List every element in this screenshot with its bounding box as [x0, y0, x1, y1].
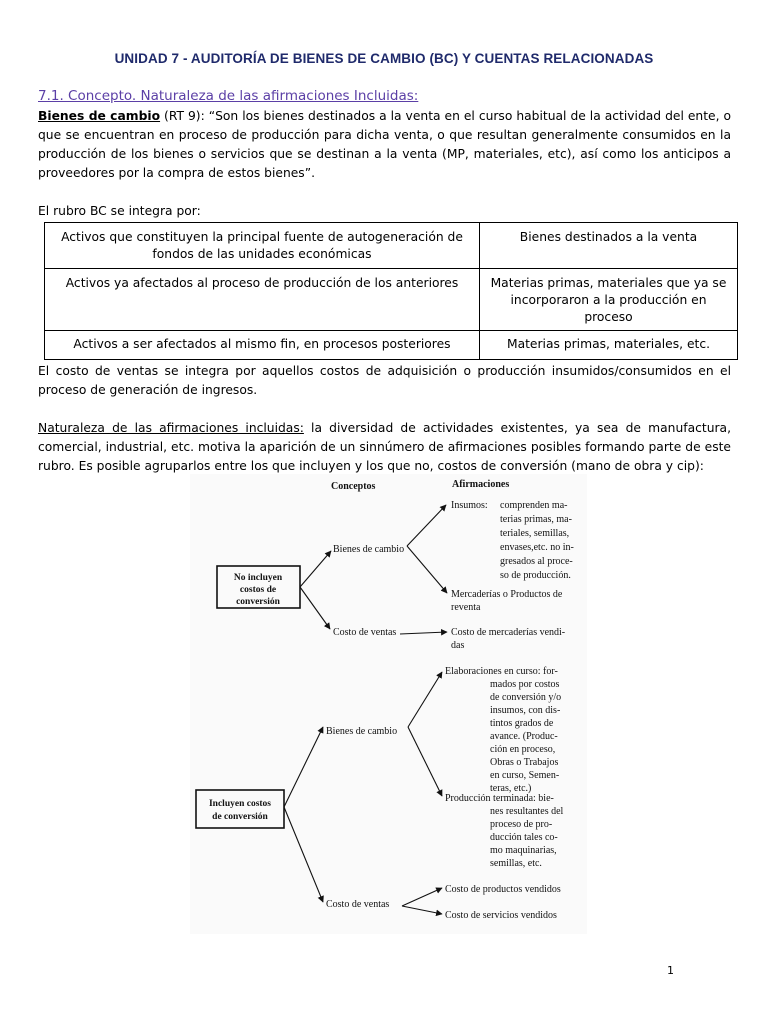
header-concepts: Conceptos [331, 481, 376, 492]
produccion-line: Producción terminada: bie- [445, 793, 554, 804]
costo-mercaderias-line: das [451, 640, 465, 651]
table-cell: Activos a ser afectados al mismo fin, en procesos posteriores [45, 331, 480, 360]
nature-paragraph [38, 419, 731, 476]
table-cell: Materias primas, materiales, etc. [480, 331, 738, 360]
productos-vendidos: Costo de productos vendidos [445, 884, 561, 895]
elaboraciones-line: tintos grados de [490, 718, 554, 729]
cost-of-sales-paragraph: El costo de ventas se integra por aquellos costos de adquisición o producción insumidos/consumidos en el proceso de generación de ingresos. [38, 364, 731, 397]
box-incluyen-line: de conversión [212, 812, 268, 822]
document-title: UNIDAD 7 - AUDITORÍA DE BIENES DE CAMBIO (BC) Y CUENTAS RELACIONADAS [114, 51, 654, 66]
elaboraciones-line: en curso, Semen- [490, 770, 560, 781]
insumos-line: teriales, semillas, [500, 528, 570, 539]
page-number: 1 [667, 964, 674, 977]
bc-composition-table [44, 222, 738, 360]
table-row [45, 331, 738, 360]
table-cell: Activos ya afectados al proceso de producción de los anteriores [45, 269, 480, 331]
table-cell: Bienes destinados a la venta [480, 223, 738, 269]
produccion-line: nes resultantes del [490, 806, 564, 817]
table-row [45, 269, 738, 331]
servicios-vendidos: Costo de servicios vendidos [445, 910, 557, 921]
insumos-line: terias primas, ma- [500, 514, 572, 525]
nature-label: Naturaleza de las afirmaciones incluidas: [38, 421, 304, 435]
produccion-line: proceso de pro- [490, 819, 553, 830]
mercaderias-line: reventa [451, 602, 481, 613]
definition-term: Bienes de cambio [38, 109, 161, 123]
insumos-line: comprenden ma- [500, 500, 568, 511]
elaboraciones-line: Obras o Trabajos [490, 757, 559, 768]
elaboraciones-line: ción en proceso, [490, 744, 556, 755]
produccion-line: mo maquinarias, [490, 845, 557, 856]
insumos-line: so de producción. [500, 570, 571, 581]
top-costo-de-ventas: Costo de ventas [333, 627, 397, 638]
box-no-incluyen-line: costos de [239, 585, 277, 595]
insumos-line: gresados al proce- [500, 556, 573, 567]
table-cell: Activos que constituyen la principal fuente de autogeneración de fondos de las unidades económicas [45, 223, 480, 269]
insumos-label: Insumos: [451, 500, 488, 511]
elaboraciones-line: Elaboraciones en curso: for- [445, 666, 558, 677]
elaboraciones-line: insumos, con dis- [490, 705, 561, 716]
elaboraciones-line: de conversión y/o [490, 692, 562, 703]
header-assertions: Afirmaciones [452, 479, 510, 490]
nature-text: la diversidad de actividades existentes, ya sea de manufactura, comercial, industrial, etc. motiva la aparición de un sinnúmero de afirmaciones posibles formando parte de este rubro. Es posible agruparlos entre los que incluyen y los que no, costos de conversión (mano de obra y cip): [38, 421, 731, 473]
assertions-diagram-svg [190, 474, 587, 934]
assertions-diagram [190, 474, 587, 934]
table-cell: Materias primas, materiales que ya se incorporaron a la producción en proceso [480, 269, 738, 331]
box-no-incluyen-line: conversión [236, 597, 280, 607]
table-row [45, 223, 738, 269]
definition-paragraph [38, 107, 731, 183]
bottom-costo-de-ventas: Costo de ventas [326, 899, 390, 910]
section-heading: 7.1. Concepto. Naturaleza de las afirmaciones Incluidas: [38, 88, 419, 104]
costo-mercaderias-line: Costo de mercaderías vendi- [451, 627, 566, 638]
definition-text: (RT 9): “Son los bienes destinados a la venta en el curso habitual de la actividad del ente, o que se encuentran en proceso de producción para dicha venta, o que resultan generalmente consumidos en la producción de los bienes o servicios que se destinan a la venta (MP, materiales, etc), así como los anticipos a proveedores por la compra de estos bienes”. [38, 109, 731, 180]
top-bienes-de-cambio: Bienes de cambio [333, 544, 405, 555]
box-no-incluyen-line: No incluyen [233, 573, 283, 583]
bottom-bienes-de-cambio: Bienes de cambio [326, 726, 398, 737]
table-intro: El rubro BC se integra por: [38, 204, 201, 218]
produccion-line: semillas, etc. [490, 858, 542, 869]
elaboraciones-line: mados por costos [490, 679, 560, 690]
box-incluyen-line: Incluyen costos [208, 799, 272, 809]
elaboraciones-line: avance. (Produc- [490, 731, 558, 742]
insumos-line: envases,etc. no in- [500, 542, 574, 553]
produccion-line: ducción tales co- [490, 832, 558, 843]
elaboraciones-line: teras, etc.) [490, 783, 532, 794]
mercaderias-line: Mercaderías o Productos de [451, 589, 563, 600]
